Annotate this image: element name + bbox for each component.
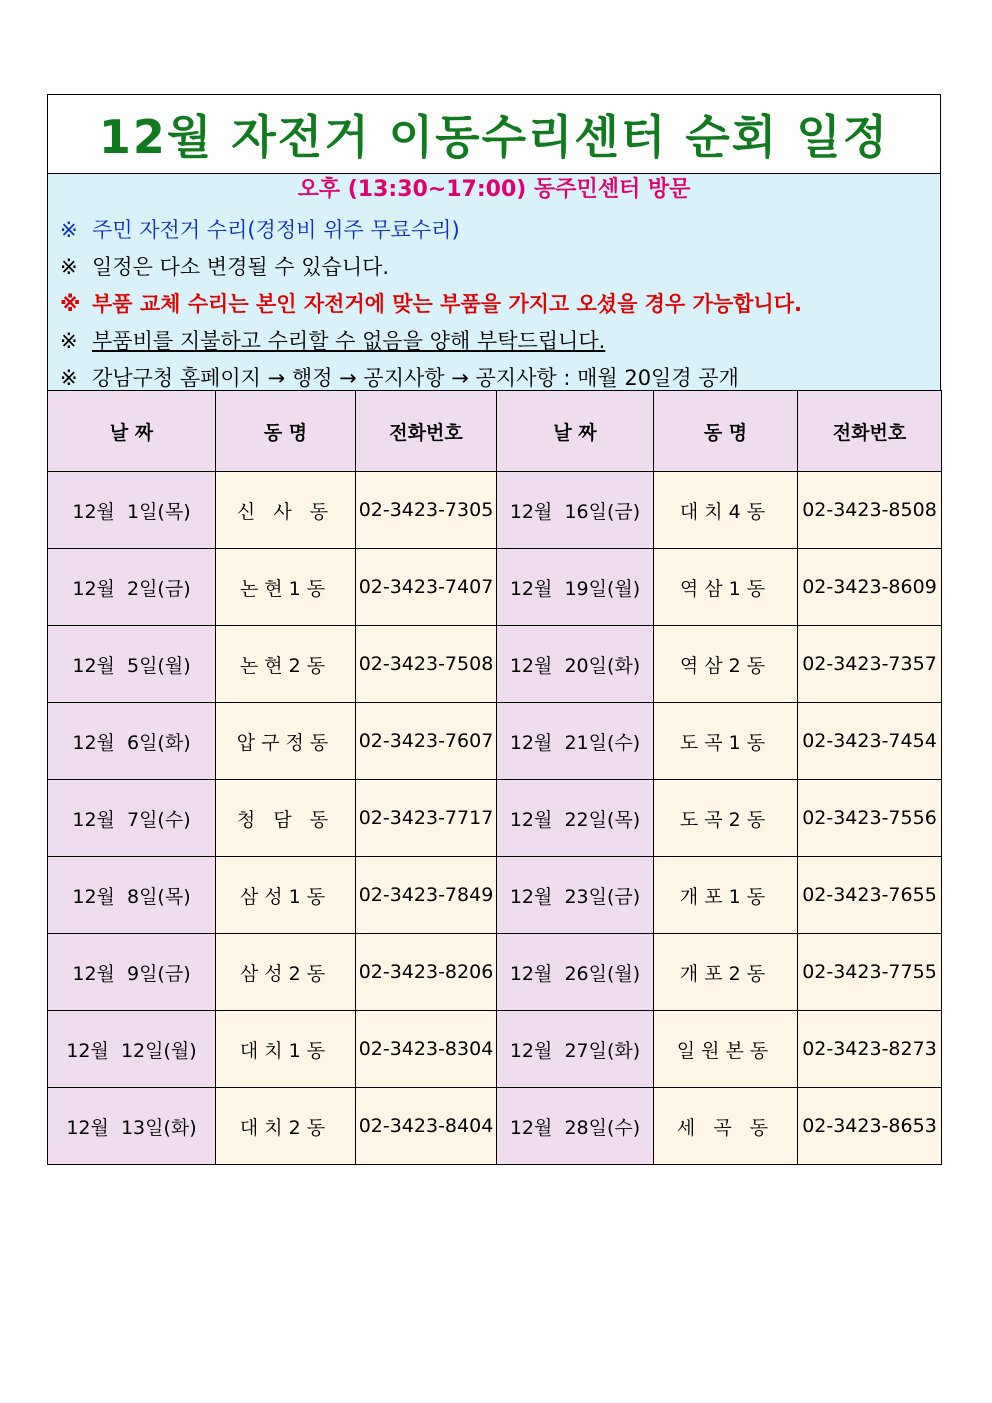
dong-cell: 도곡1동: [654, 703, 798, 780]
date-cell: 12월 19일(월): [497, 549, 654, 626]
header-date: 날 짜: [497, 391, 654, 472]
table-row: [48, 1011, 942, 1088]
table-header-row: [48, 391, 942, 472]
table-row: [48, 626, 942, 703]
date-cell: 12월 7일(수): [48, 780, 216, 857]
dong-cell: 대치2동: [216, 1088, 356, 1165]
phone-cell: 02-3423-7607: [356, 703, 497, 780]
date-cell: 12월 27일(화): [497, 1011, 654, 1088]
dong-cell: 대치4동: [654, 472, 798, 549]
title-box: [47, 94, 941, 174]
notice-panel: [47, 174, 941, 390]
date-cell: 12월 9일(금): [48, 934, 216, 1011]
dong-cell: 도곡2동: [654, 780, 798, 857]
phone-cell: 02-3423-7755: [798, 934, 942, 1011]
header-phone: 전화번호: [798, 391, 942, 472]
header-phone: 전화번호: [356, 391, 497, 472]
table-row: [48, 472, 942, 549]
phone-cell: 02-3423-8273: [798, 1011, 942, 1088]
phone-cell: 02-3423-7717: [356, 780, 497, 857]
date-cell: 12월 28일(수): [497, 1088, 654, 1165]
dong-cell: 개포1동: [654, 857, 798, 934]
date-cell: 12월 22일(목): [497, 780, 654, 857]
date-cell: 12월 23일(금): [497, 857, 654, 934]
table-row: [48, 703, 942, 780]
notice-item-parts-fee: [48, 323, 940, 360]
phone-cell: 02-3423-7454: [798, 703, 942, 780]
table-row: [48, 1088, 942, 1165]
phone-cell: 02-3423-7407: [356, 549, 497, 626]
dong-cell: 삼성2동: [216, 934, 356, 1011]
schedule-sheet: [47, 94, 941, 1165]
date-cell: 12월 20일(화): [497, 626, 654, 703]
page-title: 12월 자전거 이동수리센터 순회 일정: [98, 110, 890, 164]
visit-time-line: 오후 (13:30~17:00) 동주민센터 방문: [297, 177, 691, 202]
date-cell: 12월 1일(목): [48, 472, 216, 549]
reference-mark: ※: [60, 292, 81, 316]
notice-text: 일정은 다소 변경될 수 있습니다.: [92, 255, 390, 279]
dong-cell: 삼성1동: [216, 857, 356, 934]
phone-cell: 02-3423-7508: [356, 626, 497, 703]
date-cell: 12월 5일(월): [48, 626, 216, 703]
phone-cell: 02-3423-8404: [356, 1088, 497, 1165]
notice-text: 강남구청 홈페이지 → 행정 → 공지사항 → 공지사항 : 매월 20일경 공개: [92, 366, 739, 390]
dong-cell: 세 곡 동: [654, 1088, 798, 1165]
dong-cell: 역삼1동: [654, 549, 798, 626]
dong-cell: 역삼2동: [654, 626, 798, 703]
header-dong: 동 명: [216, 391, 356, 472]
phone-cell: 02-3423-8609: [798, 549, 942, 626]
dong-cell: 논현2동: [216, 626, 356, 703]
phone-cell: 02-3423-8206: [356, 934, 497, 1011]
phone-cell: 02-3423-7357: [798, 626, 942, 703]
reference-mark: ※: [60, 218, 78, 242]
date-cell: 12월 8일(목): [48, 857, 216, 934]
dong-cell: 개포2동: [654, 934, 798, 1011]
header-date: 날 짜: [48, 391, 216, 472]
dong-cell: 대치1동: [216, 1011, 356, 1088]
header-dong: 동 명: [654, 391, 798, 472]
schedule-table: [47, 390, 942, 1165]
notice-item-schedule-change: [48, 249, 940, 286]
dong-cell: 압구정동: [216, 703, 356, 780]
phone-cell: 02-3423-7305: [356, 472, 497, 549]
date-cell: 12월 21일(수): [497, 703, 654, 780]
phone-cell: 02-3423-7849: [356, 857, 497, 934]
table-row: [48, 857, 942, 934]
notice-text: 주민 자전거 수리(경정비 위주 무료수리): [92, 218, 460, 242]
notice-item-parts: [48, 286, 940, 323]
reference-mark: ※: [60, 255, 78, 279]
phone-cell: 02-3423-7556: [798, 780, 942, 857]
dong-cell: 신 사 동: [216, 472, 356, 549]
phone-cell: 02-3423-8508: [798, 472, 942, 549]
date-cell: 12월 12일(월): [48, 1011, 216, 1088]
reference-mark: ※: [60, 366, 78, 390]
reference-mark: ※: [60, 329, 78, 353]
notice-text: 부품 교체 수리는 본인 자전거에 맞는 부품을 가지고 오셨을 경우 가능합니다.: [92, 292, 802, 316]
date-cell: 12월 2일(금): [48, 549, 216, 626]
table-row: [48, 780, 942, 857]
dong-cell: 논현1동: [216, 549, 356, 626]
notice-text: 부품비를 지불하고 수리할 수 없음을 양해 부탁드립니다.: [92, 329, 606, 353]
date-cell: 12월 26일(월): [497, 934, 654, 1011]
dong-cell: 청 담 동: [216, 780, 356, 857]
date-cell: 12월 16일(금): [497, 472, 654, 549]
date-cell: 12월 6일(화): [48, 703, 216, 780]
phone-cell: 02-3423-7655: [798, 857, 942, 934]
date-cell: 12월 13일(화): [48, 1088, 216, 1165]
table-row: [48, 549, 942, 626]
notice-item-free-repair: [48, 212, 940, 249]
phone-cell: 02-3423-8653: [798, 1088, 942, 1165]
dong-cell: 일원본동: [654, 1011, 798, 1088]
table-row: [48, 934, 942, 1011]
phone-cell: 02-3423-8304: [356, 1011, 497, 1088]
